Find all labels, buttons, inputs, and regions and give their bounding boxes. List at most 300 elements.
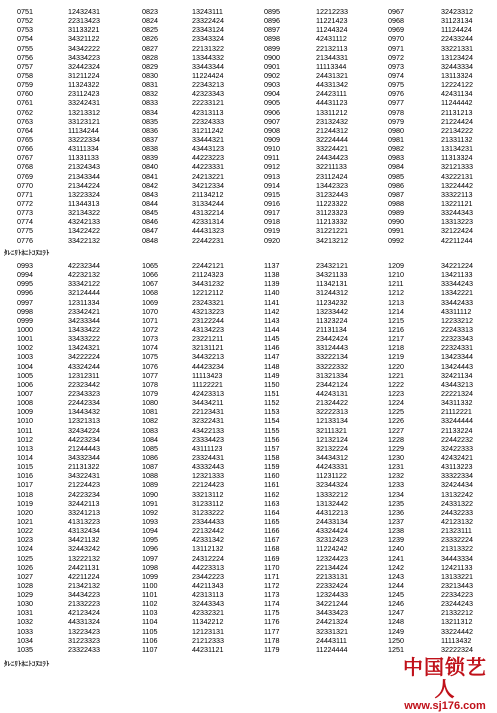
value-cell: 34221224 — [441, 261, 473, 270]
value-cell: 32434224 — [68, 425, 100, 435]
code-cell: 1018 — [17, 489, 33, 499]
code-cell: 1230 — [388, 452, 404, 462]
value-cell: 23432121 — [316, 261, 348, 270]
value-cell: 24223234 — [68, 489, 100, 499]
code-cell: 1017 — [17, 480, 33, 490]
code-cell: 0835 — [142, 116, 158, 126]
value-cell: 21131213 — [441, 107, 473, 117]
value-cell: 22132113 — [316, 43, 348, 53]
value-cell: 34434211 — [192, 398, 224, 408]
value-cell: 13211312 — [441, 617, 473, 627]
code-cell: 0905 — [264, 98, 280, 108]
value-cell: 33224421 — [316, 144, 348, 154]
code-cell: 1210 — [388, 270, 404, 280]
value-cell: 33222134 — [316, 352, 348, 362]
code-cell: 1096 — [142, 544, 158, 554]
value-cell: 33224442 — [441, 626, 473, 636]
value-cell: 31211224 — [68, 70, 100, 80]
value-cell: 23112424 — [316, 171, 348, 181]
code-column — [264, 261, 279, 654]
value-cell: 13233442 — [316, 306, 348, 316]
value-cell: 31123134 — [441, 16, 473, 26]
value-cell: 22323343 — [441, 334, 473, 344]
value-cell: 21342132 — [68, 580, 100, 590]
value-cell: 24213221 — [192, 171, 224, 181]
value-cell: 23322433 — [68, 644, 100, 654]
code-cell: 1072 — [142, 324, 158, 334]
value-cell: 43222131 — [441, 171, 473, 181]
value-cell: 13243111 — [192, 7, 223, 16]
code-cell: 1098 — [142, 562, 158, 572]
watermark-url: www.sj176.com — [404, 700, 486, 712]
code-cell: 1143 — [264, 315, 280, 325]
value-cell: 33242431 — [68, 98, 100, 108]
value-cell: 33222332 — [316, 361, 348, 371]
code-cell: 1225 — [388, 407, 404, 417]
code-cell: 1075 — [142, 352, 158, 362]
code-cell: 0761 — [17, 98, 33, 108]
code-cell: 1074 — [142, 343, 158, 353]
code-cell: 1137 — [264, 261, 280, 270]
code-cell: 1144 — [264, 324, 280, 334]
code-cell: 1101 — [142, 590, 158, 600]
code-cell: 1237 — [388, 516, 404, 526]
code-cell: 0983 — [388, 153, 404, 163]
code-cell: 0776 — [17, 235, 33, 245]
code-cell: 0903 — [264, 80, 280, 90]
value-cell: 13422422 — [68, 226, 100, 236]
code-cell: 1023 — [17, 535, 33, 545]
value-cell: 44331324 — [68, 617, 100, 627]
code-column — [17, 261, 33, 654]
code-cell: 1156 — [264, 434, 280, 444]
value-cell: 22313423 — [68, 16, 100, 26]
value-column — [68, 7, 100, 245]
code-cell: 1006 — [17, 379, 33, 389]
code-cell: 1227 — [388, 425, 404, 435]
value-cell: 13223324 — [68, 189, 100, 199]
value-cell: 42332321 — [192, 608, 224, 618]
value-cell: 23442223 — [192, 571, 224, 581]
code-cell: 1245 — [388, 590, 404, 600]
code-cell: 0830 — [142, 70, 158, 80]
value-cell: 22442334 — [68, 398, 100, 408]
value-cell: 32111321 — [316, 425, 347, 435]
value-cell: 13222132 — [68, 553, 100, 563]
code-cell: 1011 — [17, 425, 33, 435]
code-cell: 0774 — [17, 217, 33, 227]
value-cell: 11113432 — [441, 635, 472, 645]
code-cell: 1065 — [142, 261, 158, 270]
code-cell: 1222 — [388, 379, 404, 389]
value-cell: 13123424 — [441, 52, 473, 62]
value-cell: 23343324 — [192, 34, 224, 44]
value-cell: 22243313 — [441, 324, 473, 334]
code-cell: 1031 — [17, 608, 33, 618]
code-cell: 1152 — [264, 398, 280, 408]
code-cell: 1172 — [264, 580, 280, 590]
value-cell: 23343124 — [192, 25, 224, 35]
code-cell: 1094 — [142, 526, 158, 536]
value-cell: 11342131 — [316, 279, 348, 289]
value-cell: 21324422 — [316, 398, 348, 408]
value-cell: 11113423 — [192, 370, 223, 380]
code-cell: 0775 — [17, 226, 33, 236]
code-cell: 0834 — [142, 107, 158, 117]
value-cell: 11244442 — [441, 98, 473, 108]
code-cell: 1095 — [142, 535, 158, 545]
code-cell: 1177 — [264, 626, 280, 636]
value-cell: 31321334 — [316, 370, 348, 380]
value-cell: 23442424 — [316, 334, 348, 344]
code-cell: 1104 — [142, 617, 158, 627]
code-cell: 1071 — [142, 315, 158, 325]
code-cell: 1236 — [388, 507, 404, 517]
code-cell: 1228 — [388, 434, 404, 444]
code-cell: 1243 — [388, 571, 404, 581]
code-cell: 1223 — [388, 388, 404, 398]
value-cell: 34433423 — [316, 608, 348, 618]
code-cell: 0917 — [264, 208, 280, 218]
value-cell: 44431323 — [192, 226, 224, 236]
code-cell: 0769 — [17, 171, 33, 181]
code-cell: 1158 — [264, 452, 280, 462]
code-cell: 1078 — [142, 379, 158, 389]
code-cell: 0989 — [388, 208, 404, 218]
code-cell: 0754 — [17, 34, 33, 44]
value-cell: 32423312 — [441, 7, 473, 16]
code-cell: 0843 — [142, 189, 158, 199]
watermark-name: 中国锁艺人 — [403, 655, 487, 701]
code-cell: 1235 — [388, 498, 404, 508]
value-cell: 44231121 — [192, 644, 224, 654]
value-cell: 21344224 — [68, 180, 100, 190]
code-cell: 1099 — [142, 571, 158, 581]
value-cell: 21224423 — [68, 480, 100, 490]
section-separator: ﾀﾚﾆﾘﾄﾎﾆﾄｺﾇﾕﾗﾄ — [4, 249, 50, 257]
value-cell: 42323343 — [192, 89, 224, 99]
value-column — [192, 261, 224, 654]
value-cell: 33244444 — [441, 416, 473, 426]
value-cell: 42423313 — [192, 388, 224, 398]
code-cell: 0988 — [388, 198, 404, 208]
value-cell: 13332212 — [316, 489, 348, 499]
value-cell: 42331314 — [192, 217, 224, 227]
value-cell: 23334423 — [192, 434, 224, 444]
value-cell: 44431123 — [316, 98, 348, 108]
value-cell: 22433244 — [441, 34, 473, 44]
code-cell: 1155 — [264, 425, 280, 435]
code-cell: 1080 — [142, 398, 158, 408]
code-cell: 1229 — [388, 443, 404, 453]
value-cell: 34222224 — [68, 352, 100, 362]
value-cell: 11224444 — [316, 644, 348, 654]
code-cell: 0982 — [388, 144, 404, 154]
value-cell: 42331342 — [192, 535, 224, 545]
code-cell: 1089 — [142, 480, 158, 490]
value-cell: 13421133 — [441, 270, 473, 280]
code-cell: 0768 — [17, 162, 33, 172]
code-cell: 0772 — [17, 198, 33, 208]
value-cell: 32222324 — [441, 644, 473, 654]
code-column — [142, 7, 158, 245]
code-cell: 1166 — [264, 526, 280, 536]
value-cell: 43422133 — [192, 425, 224, 435]
code-cell: 1000 — [17, 324, 33, 334]
code-cell: 0829 — [142, 61, 158, 71]
code-cell: 1217 — [388, 334, 404, 344]
code-cell: 1025 — [17, 553, 33, 563]
value-cell: 13311212 — [316, 107, 348, 117]
code-cell: 0977 — [388, 98, 404, 108]
code-cell: 1004 — [17, 361, 33, 371]
value-cell: 33124443 — [316, 343, 348, 353]
value-cell: 24423111 — [316, 89, 347, 99]
value-cell: 34434223 — [68, 590, 100, 600]
watermark-logo — [398, 656, 492, 713]
code-cell: 1033 — [17, 626, 33, 636]
value-cell: 31223323 — [68, 635, 100, 645]
code-cell: 0844 — [142, 198, 158, 208]
code-cell: 1238 — [388, 526, 404, 536]
value-cell: 32443343 — [192, 599, 224, 609]
code-cell: 0756 — [17, 52, 33, 62]
value-cell: 33322334 — [441, 471, 473, 481]
code-cell: 0999 — [17, 315, 33, 325]
code-cell: 1234 — [388, 489, 404, 499]
value-cell: 11313324 — [441, 153, 473, 163]
code-cell: 1151 — [264, 388, 280, 398]
value-cell: 22324331 — [441, 343, 473, 353]
code-cell: 0969 — [388, 25, 404, 35]
value-cell: 23213443 — [441, 580, 473, 590]
code-cell: 0764 — [17, 125, 33, 135]
code-cell: 1157 — [264, 443, 280, 453]
value-cell: 11224424 — [192, 70, 224, 80]
value-cell: 32424434 — [441, 480, 473, 490]
value-cell: 34342222 — [68, 43, 100, 53]
value-cell: 21344331 — [316, 52, 348, 62]
value-cell: 22323442 — [68, 379, 100, 389]
code-cell: 0912 — [264, 162, 280, 172]
code-cell: 0911 — [264, 153, 280, 163]
value-cell: 22442232 — [441, 434, 473, 444]
code-cell: 1140 — [264, 288, 280, 298]
value-cell: 13443432 — [68, 407, 100, 417]
value-cell: 43311112 — [441, 306, 472, 316]
value-cell: 22131322 — [192, 43, 224, 53]
code-cell: 1240 — [388, 544, 404, 554]
code-cell: 0766 — [17, 144, 33, 154]
value-cell: 22334223 — [441, 590, 473, 600]
code-cell: 0920 — [264, 235, 280, 245]
value-cell: 22332424 — [316, 580, 348, 590]
code-column — [388, 7, 404, 245]
value-cell: 11344313 — [68, 198, 100, 208]
code-cell: 1214 — [388, 306, 404, 316]
value-cell: 32312423 — [316, 535, 348, 545]
code-cell: 1220 — [388, 361, 404, 371]
value-cell: 22324333 — [192, 116, 224, 126]
code-cell: 1249 — [388, 626, 404, 636]
code-cell: 1001 — [17, 334, 33, 344]
value-cell: 13132442 — [316, 498, 348, 508]
value-cell: 32322431 — [192, 416, 224, 426]
code-cell: 1226 — [388, 416, 404, 426]
value-cell: 11113344 — [316, 61, 347, 71]
code-cell: 0826 — [142, 34, 158, 44]
value-cell: 13112132 — [192, 544, 224, 554]
code-cell: 0765 — [17, 134, 33, 144]
value-cell: 22343213 — [192, 80, 224, 90]
value-cell: 42123424 — [68, 608, 100, 618]
code-cell: 0909 — [264, 134, 280, 144]
code-cell: 1159 — [264, 462, 280, 472]
code-cell: 0979 — [388, 116, 404, 126]
value-cell: 11124424 — [441, 25, 472, 35]
value-cell: 43213223 — [192, 306, 224, 316]
code-cell: 1002 — [17, 343, 33, 353]
value-cell: 44223331 — [192, 162, 224, 172]
value-cell: 32121333 — [441, 162, 473, 172]
value-cell: 21244443 — [68, 443, 100, 453]
value-cell: 21224424 — [441, 116, 473, 126]
code-cell: 1106 — [142, 635, 158, 645]
value-cell: 43132214 — [192, 208, 224, 218]
code-cell: 1068 — [142, 288, 158, 298]
value-cell: 13423344 — [441, 352, 473, 362]
code-cell: 1084 — [142, 434, 158, 444]
value-cell: 31133221 — [68, 25, 100, 35]
value-cell: 24433134 — [316, 516, 348, 526]
code-cell: 1085 — [142, 443, 158, 453]
code-cell: 0841 — [142, 171, 158, 181]
value-cell: 43111123 — [192, 443, 223, 453]
value-cell: 13213312 — [68, 107, 100, 117]
value-cell: 33443344 — [192, 61, 224, 71]
value-cell: 44223313 — [192, 562, 224, 572]
code-cell: 0755 — [17, 43, 33, 53]
code-cell: 1139 — [264, 279, 280, 289]
code-cell: 1022 — [17, 526, 33, 536]
code-cell: 1248 — [388, 617, 404, 627]
value-cell: 13442323 — [316, 180, 348, 190]
code-cell: 1008 — [17, 398, 33, 408]
code-cell: 1250 — [388, 635, 404, 645]
code-cell: 0758 — [17, 70, 33, 80]
value-column — [441, 261, 473, 654]
value-cell: 32331321 — [316, 626, 348, 636]
value-cell: 43111334 — [68, 144, 99, 154]
value-cell: 41313223 — [68, 516, 100, 526]
value-cell: 24421324 — [316, 617, 348, 627]
code-cell: 1244 — [388, 580, 404, 590]
value-cell: 11213332 — [316, 217, 348, 227]
value-cell: 32442113 — [68, 498, 100, 508]
code-cell: 0908 — [264, 125, 280, 135]
value-cell: 32222313 — [316, 407, 348, 417]
code-cell: 1218 — [388, 343, 404, 353]
value-cell: 34431232 — [192, 279, 224, 289]
value-cell: 13424443 — [441, 361, 473, 371]
code-cell: 0847 — [142, 226, 158, 236]
value-cell: 21324343 — [68, 162, 100, 172]
code-cell: 0970 — [388, 34, 404, 44]
code-cell: 0825 — [142, 25, 158, 35]
code-cell: 0763 — [17, 116, 33, 126]
value-cell: 34443334 — [441, 553, 473, 563]
code-cell: 1029 — [17, 590, 33, 600]
value-cell: 11221423 — [316, 16, 348, 26]
code-cell: 1175 — [264, 608, 280, 618]
value-cell: 33222334 — [68, 134, 100, 144]
value-cell: 11331133 — [68, 153, 99, 163]
code-cell: 0752 — [17, 16, 33, 26]
code-cell: 0838 — [142, 144, 158, 154]
code-cell: 1142 — [264, 306, 280, 316]
value-cell: 21212333 — [192, 635, 224, 645]
code-cell: 1107 — [142, 644, 158, 654]
code-cell: 0848 — [142, 235, 158, 245]
value-cell: 21244312 — [316, 125, 348, 135]
value-cell: 34233344 — [68, 315, 100, 325]
code-cell: 1034 — [17, 635, 33, 645]
code-cell: 1148 — [264, 361, 280, 371]
value-cell: 12432431 — [68, 7, 100, 16]
section-separator-footer: ﾀﾚﾆﾘﾄﾎﾆﾄｺﾇﾕﾗﾄ — [4, 660, 50, 668]
value-cell: 32224444 — [316, 134, 348, 144]
value-cell: 24431321 — [316, 70, 348, 80]
code-cell: 1019 — [17, 498, 33, 508]
value-cell: 21131322 — [68, 462, 100, 472]
code-cell: 0753 — [17, 25, 33, 35]
code-cell: 1251 — [388, 644, 404, 654]
value-cell: 42313113 — [192, 590, 224, 600]
value-cell: 23324431 — [192, 452, 224, 462]
value-cell: 34334223 — [68, 52, 100, 62]
code-cell: 1028 — [17, 580, 33, 590]
code-cell: 1173 — [264, 590, 280, 600]
code-cell: 0996 — [17, 288, 33, 298]
code-column — [142, 261, 158, 654]
code-cell: 0915 — [264, 189, 280, 199]
code-cell: 1145 — [264, 334, 280, 344]
value-cell: 31334244 — [192, 198, 224, 208]
code-cell: 1170 — [264, 562, 280, 572]
code-cell: 1010 — [17, 416, 33, 426]
value-cell: 33344243 — [441, 279, 473, 289]
code-cell: 0828 — [142, 52, 158, 62]
value-cell: 21332212 — [441, 608, 473, 618]
code-cell: 0759 — [17, 80, 33, 90]
value-cell: 43324244 — [68, 361, 100, 371]
value-cell: 13313223 — [441, 217, 473, 227]
value-cell: 34434312 — [316, 452, 348, 462]
code-cell: 0842 — [142, 180, 158, 190]
code-cell: 0901 — [264, 61, 280, 71]
code-cell: 1162 — [264, 489, 280, 499]
value-cell: 32421134 — [441, 370, 473, 380]
value-cell: 11324322 — [68, 80, 100, 90]
code-cell: 0906 — [264, 107, 280, 117]
value-cell: 21323111 — [441, 526, 472, 536]
code-cell: 1150 — [264, 379, 280, 389]
code-cell: 1149 — [264, 370, 280, 380]
code-cell: 1009 — [17, 407, 33, 417]
code-cell: 1014 — [17, 452, 33, 462]
code-cell: 1081 — [142, 407, 158, 417]
value-cell: 34311332 — [441, 398, 473, 408]
